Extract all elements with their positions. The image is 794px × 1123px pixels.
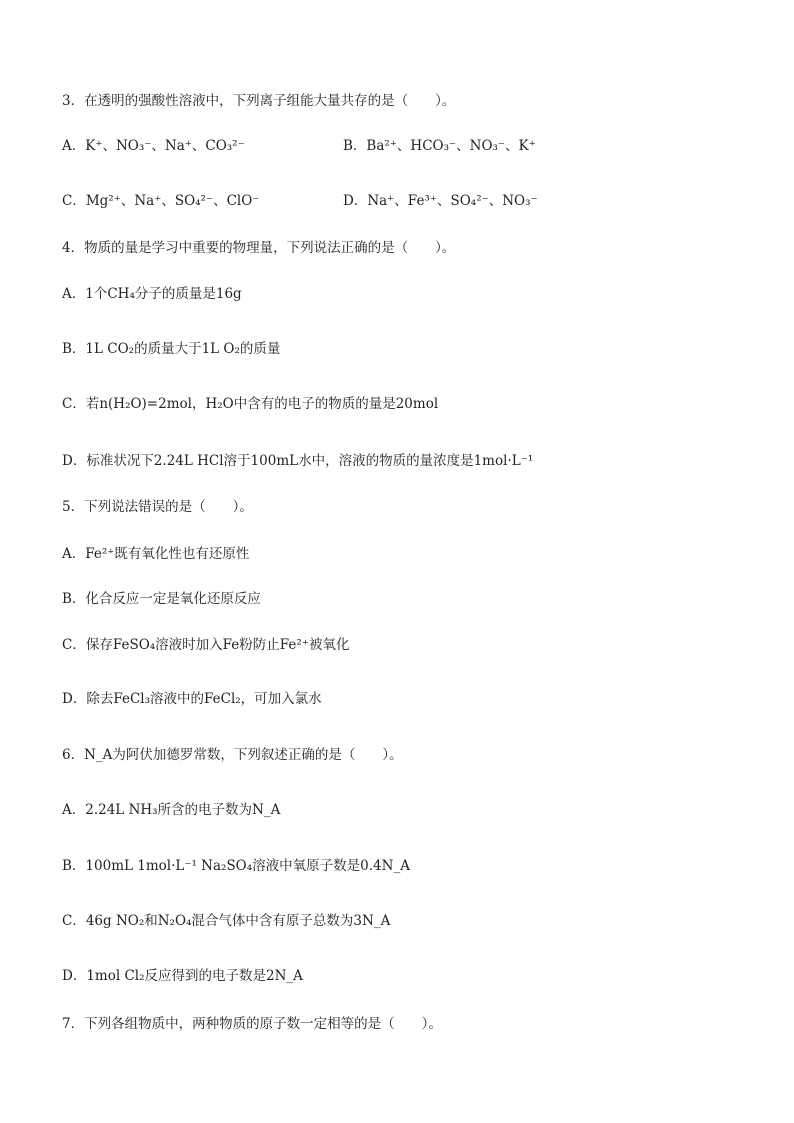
question-5-option-c: C．保存FeSO₄溶液时加入Fe粉防止Fe²⁺被氧化: [62, 637, 350, 653]
question-3-option-c: C．Mg²⁺、Na⁺、SO₄²⁻、ClO⁻: [62, 193, 260, 209]
question-7-stem: 7．下列各组物质中，两种物质的原子数一定相等的是（ ）。: [62, 1016, 442, 1032]
question-4-option-a: A．1个CH₄分子的质量是16g: [62, 286, 242, 302]
question-4-option-c: C．若n(H₂O)=2mol，H₂O中含有的电子的物质的量是20mol: [62, 396, 439, 412]
question-4-option-d: D．标准状况下2.24L HCl溶于100mL水中，溶液的物质的量浓度是1mol·L⁻¹: [62, 453, 534, 469]
question-3-stem: 3．在透明的强酸性溶液中，下列离子组能大量共存的是（ ）。: [62, 93, 456, 109]
question-3-option-b: B．Ba²⁺、HCO₃⁻、NO₃⁻、K⁺: [343, 138, 536, 154]
question-5-stem: 5．下列说法错误的是（ ）。: [62, 499, 253, 515]
question-5-option-d: D．除去FeCl₃溶液中的FeCl₂，可加入氯水: [62, 691, 322, 707]
question-5-option-a: A．Fe²⁺既有氧化性也有还原性: [62, 546, 250, 562]
question-4-option-b: B．1L CO₂的质量大于1L O₂的质量: [62, 341, 281, 357]
question-3-option-a: A．K⁺、NO₃⁻、Na⁺、CO₃²⁻: [62, 138, 245, 154]
question-6-option-b: B．100mL 1mol·L⁻¹ Na₂SO₄溶液中氧原子数是0.4N_A: [62, 858, 410, 874]
question-6-option-d: D．1mol Cl₂反应得到的电子数是2N_A: [62, 968, 303, 984]
question-6-option-c: C．46g NO₂和N₂O₄混合气体中含有原子总数为3N_A: [62, 913, 391, 929]
question-4-stem: 4．物质的量是学习中重要的物理量，下列说法正确的是（ ）。: [62, 240, 456, 256]
question-3-option-d: D．Na⁺、Fe³⁺、SO₄²⁻、NO₃⁻: [343, 193, 538, 209]
question-5-option-b: B．化合反应一定是氧化还原反应: [62, 591, 261, 607]
question-6-option-a: A．2.24L NH₃所含的电子数为N_A: [62, 802, 281, 818]
question-6-stem: 6．N_A为阿伏加德罗常数，下列叙述正确的是（ ）。: [62, 747, 403, 763]
